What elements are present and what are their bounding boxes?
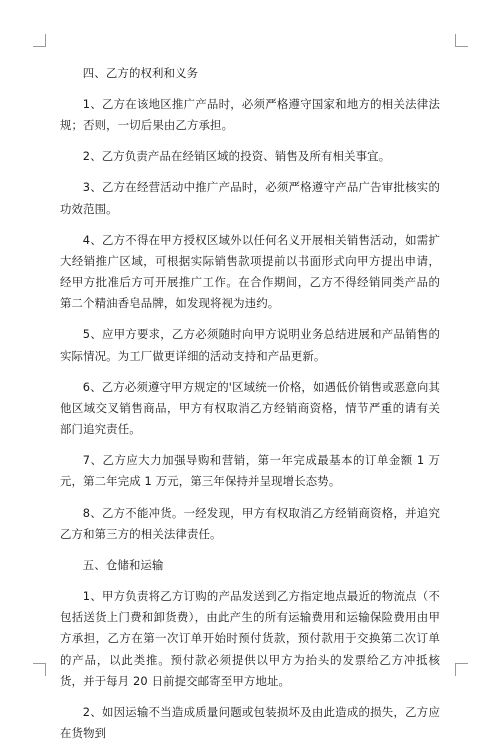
clause-4-4: 4、乙方不得在甲方授权区域外以任何名义开展相关销售活动，如需扩大经销推广区域，可根据实际销售款项提前以书面形式向甲方提出申请，经甲方批准后方可开展推广工作。在合作期间，乙方不得经销同类产品的第二个精油香皂品牌，如发现将视为违约。 [60, 232, 440, 311]
clause-4-6: 6、乙方必须遵守甲方规定的'区域统一价格，如遇低价销售或恶意向其他区域交叉销售商品，甲方有权取消乙方经销商资格，情节严重的请有关部门追究责任。 [60, 379, 440, 437]
clause-4-8: 8、乙方不能冲货。一经发现，甲方有权取消乙方经销商资格，并追究乙方和第三方的相关法律责任。 [60, 505, 440, 541]
clause-5-2: 2、如因运输不当造成质量问题或包装损坏及由此造成的损失，乙方应在货物到 [60, 704, 440, 741]
crop-mark-top-left [33, 34, 46, 47]
crop-mark-top-right [455, 34, 468, 47]
clause-4-3: 3、乙方在经营活动中推广产品时，必须严格遵守产品广告审批核实的功效范围。 [60, 180, 440, 216]
clause-5-1: 1、甲方负责将乙方订购的产品发送到乙方指定地点最近的物流点（不包括送货上门费和卸货费），由此产生的所有运输费用和运输保险费用由甲方承担，乙方在第一次订单开始时预付货款，预付款用于交换第二次订单的产品，以此类推。预付款必须提供以甲方为抬头的发票给乙方冲抵核货，并于每月 20 日前提交邮寄至甲方地址。 [60, 588, 440, 688]
crop-mark-bottom-right [455, 663, 468, 676]
document-body [60, 63, 440, 754]
clause-4-5: 5、应甲方要求，乙方必须随时向甲方说明业务总结进展和产品销售的实际情况。为工厂做更详细的活动支持和产品更新。 [60, 327, 440, 363]
section-heading-storage-transport: 五、仓储和运输 [82, 557, 164, 572]
clause-4-2: 2、乙方负责产品在经销区域的投资、销售及所有相关事宜。 [82, 149, 391, 164]
section-heading-rights-obligations: 四、乙方的权利和义务 [82, 66, 199, 80]
clause-4-1: 1、乙方在该地区推广产品时，必须严格遵守国家和地方的相关法律法规；否则，一切后果由乙方承担。 [60, 97, 440, 133]
clause-4-7: 7、乙方应大力加强导购和营销，第一年完成最基本的订单金额 1 万元，第二年完成 1 万元，第三年保持并呈现增长态势。 [60, 453, 440, 489]
crop-mark-bottom-left [33, 663, 46, 676]
